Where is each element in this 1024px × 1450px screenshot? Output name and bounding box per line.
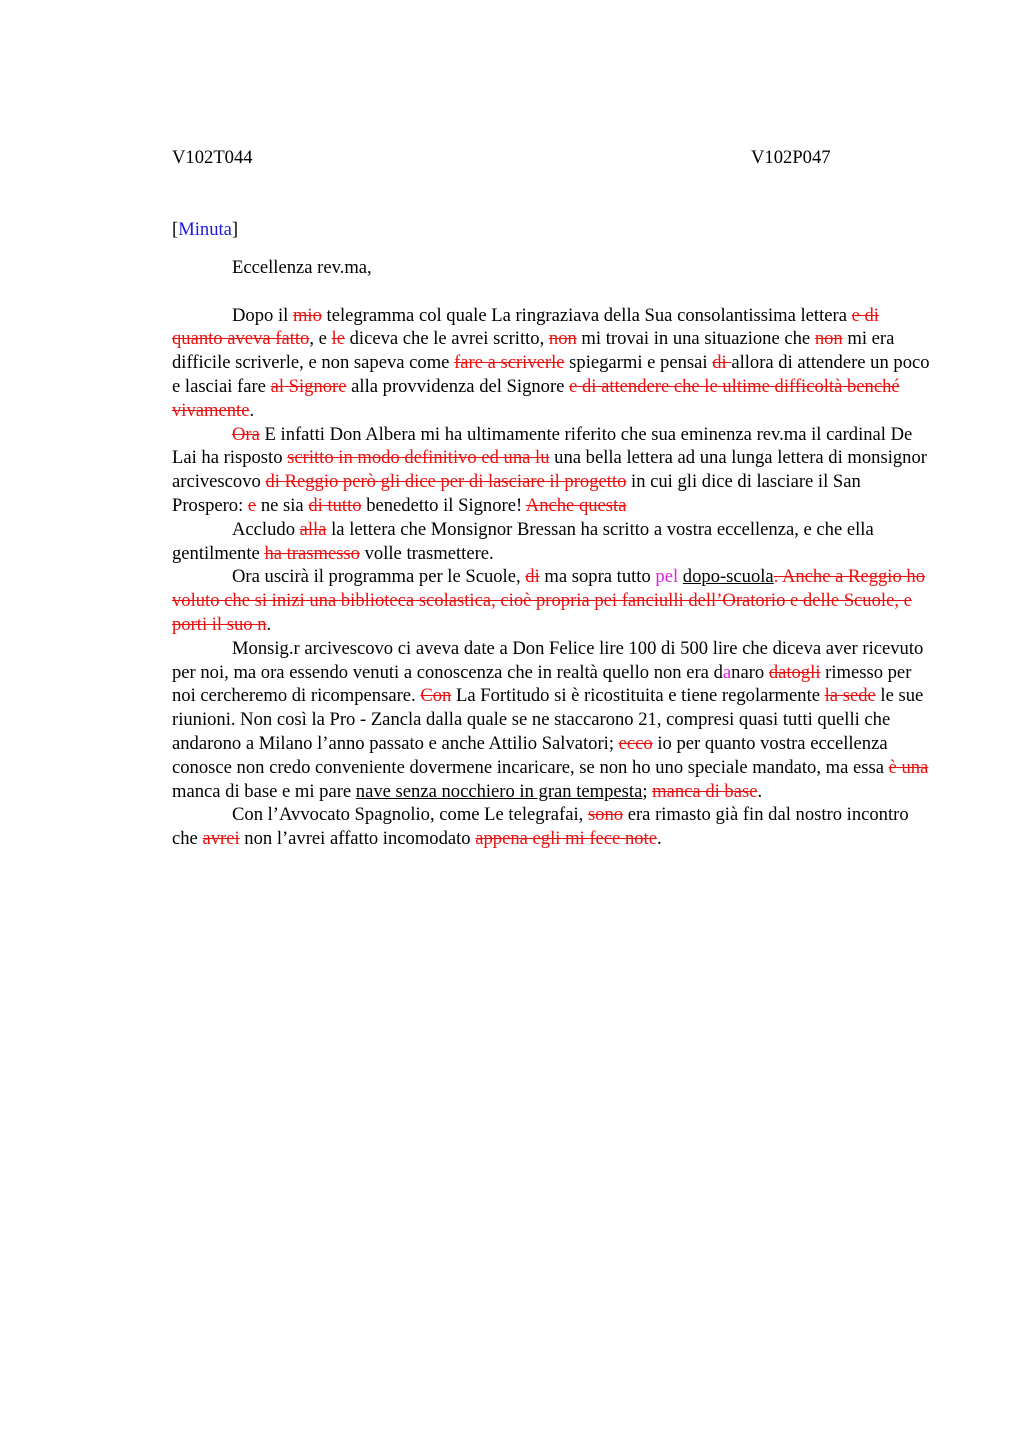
minuta-label: [172, 218, 932, 242]
deleted-text: al Signore: [270, 375, 347, 397]
text-run: io per quanto vostra eccellenza conosce non credo conveniente dovermene incaricare, se non ho uno speciale mandato, ma essa: [172, 732, 889, 778]
text-run: diceva che le avrei scritto,: [344, 328, 549, 350]
deleted-text: di tutto: [308, 494, 362, 516]
deleted-text: fare a scriverle: [454, 352, 565, 374]
text-run: benedetto il Signore!: [361, 494, 526, 516]
text-run: la lettera che Monsignor Bressan ha scritto a vostra eccellenza, e che ella gentilmente: [172, 518, 874, 564]
deleted-text: appena egli mi fece note: [475, 828, 657, 850]
text-run: ne sia: [256, 494, 309, 516]
text-run: E infatti Don Albera mi ha ultimamente riferito che sua eminenza rev.ma il cardinal De Lai ha risposto: [172, 423, 913, 469]
deleted-text: . Anche a Reggio ho voluto che si inizi una biblioteca scolastica, cioè propria pei fanciulli dell’Oratorio e delle Scuole, e porti il suo n: [172, 566, 925, 635]
deleted-text: ha trasmesso: [264, 542, 360, 564]
deleted-text: avrei: [202, 828, 240, 850]
paragraph: [172, 518, 932, 566]
letter-body: [172, 304, 932, 851]
deleted-text: la sede: [824, 685, 876, 707]
greeting: Eccellenza rev.ma,: [232, 256, 372, 278]
deleted-text: di: [525, 566, 540, 588]
inserted-text: pel: [655, 566, 679, 588]
text-run: una bella lettera ad una lunga lettera di monsignor arcivescovo: [172, 447, 927, 493]
text-run: mi trovai in una situazione che: [576, 328, 815, 350]
text-run: La Fortitudo si è ricostituita e tiene regolarmente: [451, 685, 825, 707]
text-run: in cui gli dice di lasciare il San Prospero:: [172, 471, 861, 516]
deleted-text: e: [247, 494, 257, 516]
text-run: telegramma col quale La ringraziava della Sua consolantissima lettera: [321, 304, 852, 326]
paragraph: [172, 803, 932, 851]
text-run: Accludo: [232, 518, 300, 540]
text-run: mi era difficile scriverle, e non sapeva come: [172, 328, 895, 374]
text-run: Ora uscirà il programma per le Scuole,: [232, 566, 526, 588]
deleted-text: Ora: [232, 423, 260, 445]
text-run: allora di attendere un poco e lasciai fare: [172, 352, 930, 397]
minuta-word: Minuta: [178, 219, 232, 240]
deleted-text: non: [548, 328, 577, 350]
minuta-open-bracket: [: [172, 219, 179, 240]
deleted-text: è una: [888, 756, 929, 778]
deleted-text: alla: [299, 518, 327, 540]
text-run: ;: [642, 780, 653, 802]
text-run: ma sopra tutto: [539, 566, 656, 588]
deleted-text: manca di base: [652, 780, 758, 802]
deleted-text: di: [712, 352, 732, 374]
paragraph: [172, 565, 932, 636]
text-run: .: [249, 399, 255, 421]
deleted-text: scritto in modo definitivo ed una lu: [287, 447, 550, 469]
underlined-text: nave senza nocchiero in gran tempesta: [355, 780, 643, 802]
deleted-text: sono: [587, 804, 624, 826]
text-run: non l’avrei affatto incomodato: [239, 828, 476, 850]
deleted-text: e di quanto aveva fatto: [172, 304, 879, 350]
inserted-text: a: [722, 661, 732, 683]
deleted-text: le: [331, 328, 345, 350]
header-left-code: V102T044: [172, 147, 253, 168]
text-run: Monsig.r arcivescovo ci aveva date a Don Felice lire 100 di 500 lire che diceva aver ricevuto per noi, ma ora essendo venuti a conoscenza che in realtà quello non era d: [172, 637, 924, 683]
deleted-text: mio: [292, 304, 322, 326]
text-run: le sue riunioni. Non così la Pro - Zancla dalla quale se ne staccarono 21, compresi quasi tutti quelli che andarono a Milano l’anno passato e anche Attilio Salvatori;: [172, 685, 924, 754]
text-run: alla provvidenza del Signore: [346, 375, 570, 397]
deleted-text: ecco: [618, 732, 653, 754]
text-run: .: [757, 780, 763, 802]
deleted-text: datogli: [768, 661, 821, 683]
deleted-text: non: [814, 328, 843, 350]
text-run: spiegarmi e pensai: [564, 352, 713, 374]
document-page: [172, 146, 932, 851]
underlined-text: dopo-scuola: [682, 566, 774, 588]
text-run: volle trasmettere.: [359, 542, 494, 564]
paragraph: [172, 304, 932, 423]
text-run: rimesso per noi cercheremo di ricompensare.: [172, 661, 912, 707]
header-right-code: V102P047: [751, 147, 831, 168]
text-run: era rimasto già fin dal nostro incontro che: [172, 804, 909, 850]
document-header: [172, 146, 932, 170]
text-run: manca di base e mi pare: [172, 780, 356, 802]
deleted-text: e di attendere che le ultime difficoltà benché vivamente: [172, 375, 900, 421]
text-run: Con l’Avvocato Spagnolio, come Le telegrafai,: [232, 804, 588, 826]
text-run: , e: [309, 328, 332, 350]
deleted-text: di Reggio però gli dice per di lasciare il progetto: [265, 471, 627, 493]
text-run: Dopo il: [232, 304, 293, 326]
text-run: .: [656, 828, 662, 850]
minuta-close-bracket: ]: [231, 219, 239, 240]
deleted-text: Anche questa: [525, 494, 627, 516]
deleted-text: Con: [420, 685, 452, 707]
text-run: .: [266, 613, 272, 635]
paragraph: [172, 637, 932, 804]
text-run: naro: [731, 661, 769, 683]
paragraph: [172, 423, 932, 518]
